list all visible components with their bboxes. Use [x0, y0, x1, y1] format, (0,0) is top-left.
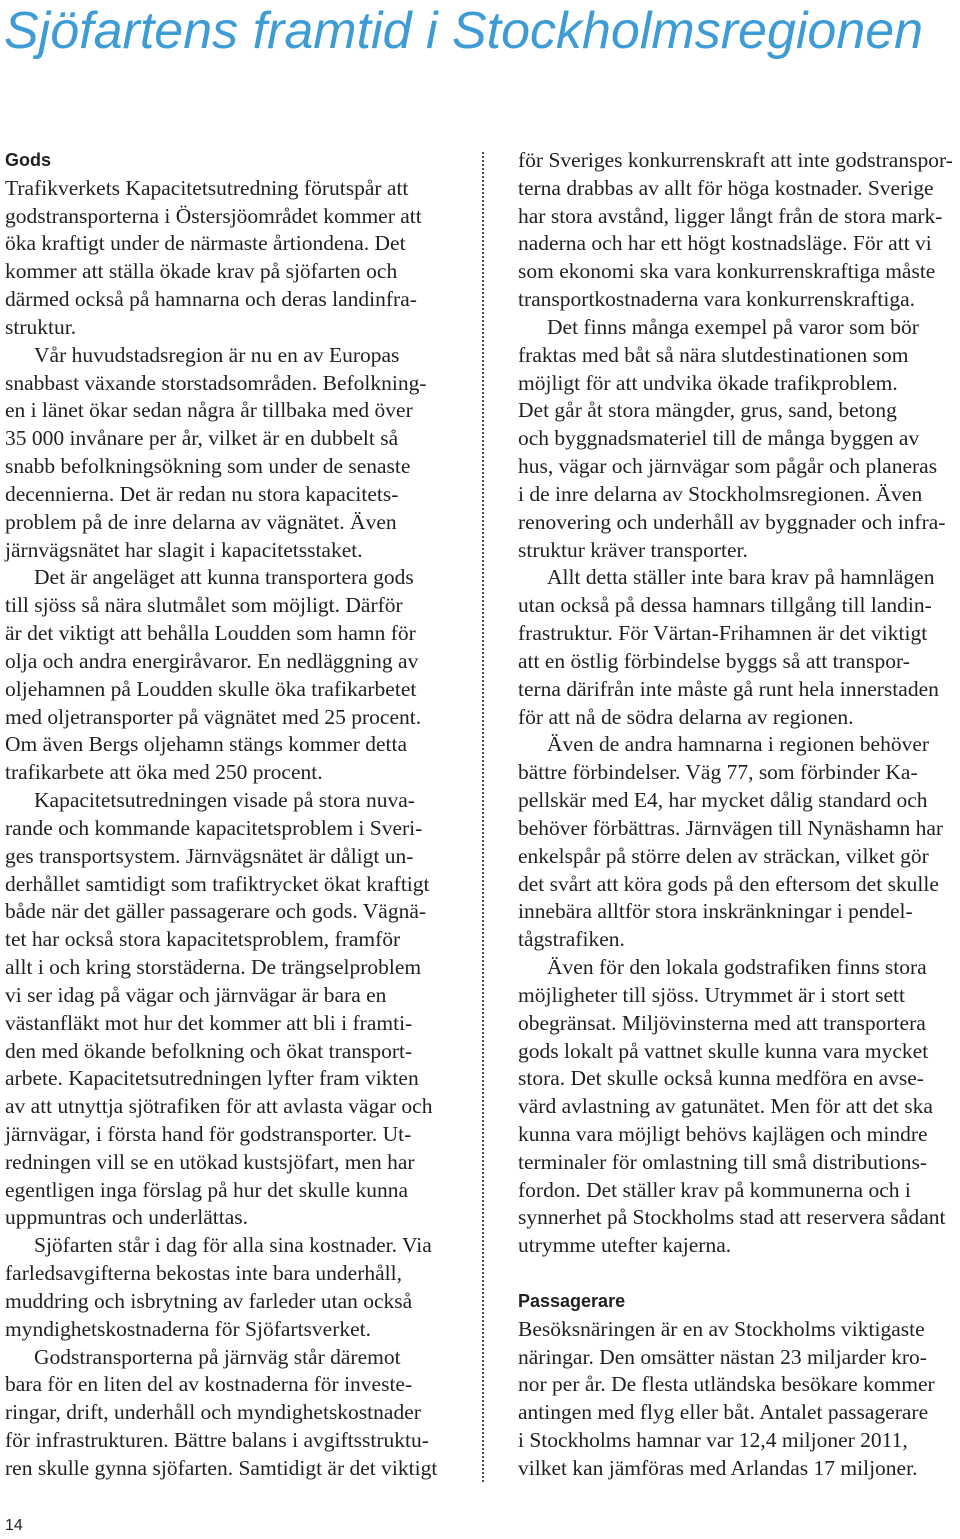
text-line: utan också på dessa hamnars tillgång till landin-	[518, 593, 932, 618]
column-divider	[482, 152, 484, 1482]
text-line: ringar, drift, underhåll och myndighetskostnader	[5, 1400, 421, 1425]
page-number: 14	[5, 1517, 23, 1534]
text-line: Det går åt stora mängder, grus, sand, betong	[518, 398, 897, 423]
text-line: järnvägar, i första hand för godstransporter. Ut-	[5, 1121, 412, 1146]
text-line: kunna vara möjligt behövs kajlägen och mindre	[518, 1121, 928, 1146]
paragraph	[518, 954, 958, 1260]
text-line: snabbast växande storstadsområden. Befolkning-	[5, 370, 427, 395]
text-line: ren skulle gynna sjöfarten. Samtidigt är det viktigt	[5, 1455, 438, 1480]
text-line: arbete. Kapacitetsutredningen lyfter fram vikten	[5, 1066, 419, 1091]
text-line: bättre förbindelser. Väg 77, som förbinder Ka-	[518, 760, 918, 785]
text-line: enkelspår på större delen av sträckan, vilket gör	[518, 843, 929, 868]
text-line: fordon. Det ställer krav på kommunerna och i	[518, 1177, 911, 1202]
text-line: terminaler för omlastning till små distributions-	[518, 1149, 928, 1174]
text-line: behöver förbättras. Järnvägen till Nynäshamn har	[518, 815, 944, 840]
continued-section-body	[518, 147, 958, 1260]
text-line: Kapacitetsutredningen visade på stora nuva-	[34, 788, 415, 813]
passagerare-section	[518, 1288, 958, 1483]
text-line: terna drabbas av allt för höga kostnader. Sverige	[518, 175, 934, 200]
text-line: hus, vägar och järnvägar som pågår och planeras	[518, 454, 938, 479]
text-line: bara för en liten del av kostnaderna för investe-	[5, 1372, 413, 1397]
text-line: muddring och isbrytning av farleder utan också	[5, 1288, 413, 1313]
text-line: olja och andra energiråvaror. En nedläggning av	[5, 648, 419, 673]
paragraph	[5, 1232, 450, 1343]
text-line: ges transportsystem. Järnvägsnätet är dåligt un-	[5, 843, 414, 868]
text-line: och byggnadsmateriel till de många byggen av	[518, 426, 920, 451]
text-line: fraktas med båt så nära slutdestinationen som	[518, 342, 909, 367]
text-line: myndighetskostnaderna för Sjöfartsverket.	[5, 1316, 372, 1341]
text-line: synnerhet på Stockholms stad att reservera sådant	[518, 1205, 946, 1230]
paragraph	[518, 564, 958, 731]
text-line: trafikarbete att öka med 250 procent.	[5, 760, 323, 785]
text-line: att en östlig förbindelse byggs så att transpor-	[518, 648, 910, 673]
text-line: Det är angeläget att kunna transportera gods	[34, 565, 414, 590]
paragraph	[5, 342, 450, 565]
section-heading-passagerare: Passagerare	[518, 1290, 626, 1311]
text-line: Sjöfarten står i dag för alla sina kostnader. Via	[34, 1233, 432, 1258]
text-line: för att nå de södra delarna av regionen.	[518, 704, 854, 729]
page-title: Sjöfartens framtid i Stockholmsregionen	[4, 2, 924, 60]
text-line: kommer att ställa ökade krav på sjöfarten och	[5, 259, 398, 284]
paragraph	[5, 564, 450, 787]
text-line: är det viktigt att behålla Loudden som hamn för	[5, 621, 416, 646]
text-line: decennierna. Det är redan nu stora kapacitets-	[5, 481, 399, 506]
text-line: därmed också på hamnarna och deras landinfra-	[5, 287, 417, 312]
text-line: öka kraftigt under de närmaste årtiondena. Det	[5, 231, 406, 256]
text-line: rande och kommande kapacitetsproblem i Sveri-	[5, 815, 423, 840]
text-line: egentligen inga förslag på hur det skulle kunna	[5, 1177, 409, 1202]
text-line: västanfläkt mot hur det kommer att bli i framti-	[5, 1010, 413, 1035]
text-line: vilket kan jämföras med Arlandas 17 miljoner.	[518, 1455, 918, 1480]
text-line: terna därifrån inte måste gå runt hela innerstaden	[518, 676, 939, 701]
text-line: Det finns många exempel på varor som bör	[547, 314, 919, 339]
text-line: naderna och har ett högt kostnadsläge. För att vi	[518, 231, 932, 256]
text-line: tet har också stora kapacitetsproblem, framför	[5, 927, 401, 952]
text-line: vi ser idag på vägar och järnvägar är bara en	[5, 982, 387, 1007]
text-line: den med ökande befolkning och ökat transport-	[5, 1038, 413, 1063]
text-line: Besöksnäringen är en av Stockholms viktigaste	[518, 1316, 925, 1341]
text-line: har stora avstånd, ligger långt från de stora mark-	[518, 203, 943, 228]
text-line: det svårt att köra gods på den eftersom det skulle	[518, 871, 939, 896]
paragraph	[518, 731, 958, 954]
passagerare-section-body	[518, 1316, 958, 1483]
text-line: nor per år. De flesta utländska besökare kommer	[518, 1372, 935, 1397]
text-line: näringar. Den omsätter nästan 23 miljarder kro-	[518, 1344, 927, 1369]
text-line: värd avlastning av gatunätet. Men för att det ska	[518, 1094, 933, 1119]
text-line: godstransporterna i Östersjöområdet kommer att	[5, 203, 422, 228]
text-line: transportkostnaderna vara konkurrenskraftiga.	[518, 287, 916, 312]
text-line: Vår huvudstadsregion är nu en av Europas	[34, 342, 400, 367]
text-line: uppmuntras och underlättas.	[5, 1205, 249, 1230]
paragraph	[5, 787, 450, 1232]
text-line: järnvägsnätet har slagit i kapacitetsstaket.	[5, 537, 363, 562]
text-line: till sjöss så nära slutmålet som möjligt. Därför	[5, 593, 403, 618]
text-line: både när det gäller passagerare och gods. Vägnä-	[5, 899, 427, 924]
text-line: för Sveriges konkurrenskraft att inte godstranspor-	[518, 148, 953, 172]
right-column	[518, 147, 958, 1483]
text-line: struktur kräver transporter.	[518, 537, 748, 562]
text-line: struktur.	[5, 314, 77, 339]
text-line: Allt detta ställer inte bara krav på hamnlägen	[547, 565, 935, 590]
text-line: av att utnyttja sjötrafiken för att avlasta vägar och	[5, 1094, 433, 1119]
text-line: stora. Det skulle också kunna medföra en avse-	[518, 1066, 924, 1091]
paragraph	[518, 147, 958, 314]
section-heading-gods: Gods	[5, 150, 52, 170]
text-line: problem på de inre delarna av vägnätet. Även	[5, 509, 397, 534]
text-line: renovering och underhåll av byggnader och infra-	[518, 509, 946, 534]
text-line: allt i och kring storstäderna. De trängselproblem	[5, 955, 422, 980]
text-line: tågstrafiken.	[518, 927, 625, 952]
text-line: Om även Bergs oljehamn stängs kommer detta	[5, 732, 408, 757]
text-line: utrymme utefter kajerna.	[518, 1233, 732, 1258]
text-line: antingen med flyg eller båt. Antalet passagerare	[518, 1400, 929, 1425]
text-line: 35 000 invånare per år, vilket är en dubbelt så	[5, 426, 399, 451]
text-line: en i länet ökar sedan några år tillbaka med över	[5, 398, 413, 423]
text-line: pellskär med E4, har mycket dålig standard och	[518, 788, 928, 813]
text-line: gods lokalt på vattnet skulle kunna vara mycket	[518, 1038, 929, 1063]
text-line: i de inre delarna av Stockholmsregionen. Även	[518, 481, 923, 506]
text-line: Godstransporterna på järnväg står däremot	[34, 1344, 401, 1369]
gods-section-body	[5, 175, 450, 1483]
text-line: farledsavgifterna bekostas inte bara underhåll,	[5, 1261, 402, 1286]
text-line: obegränsat. Miljövinsterna med att transportera	[518, 1010, 926, 1035]
paragraph	[518, 314, 958, 564]
text-line: Även för den lokala godstrafiken finns stora	[547, 955, 927, 980]
text-line: för infrastrukturen. Bättre balans i avgiftsstruktu-	[5, 1428, 429, 1453]
text-line: Även de andra hamnarna i regionen behöver	[547, 732, 930, 757]
text-line: frastruktur. För Värtan-Frihamnen är det viktigt	[518, 621, 928, 646]
text-line: i Stockholms hamnar var 12,4 miljoner 2011,	[518, 1428, 908, 1453]
text-line: möjligheter till sjöss. Utrymmet är i stort sett	[518, 982, 905, 1007]
paragraph	[5, 175, 450, 342]
text-line: med oljetransporter på vägnätet med 25 procent.	[5, 704, 422, 729]
text-line: innebära alltför stora inskränkningar i pendel-	[518, 899, 913, 924]
left-column	[5, 147, 450, 1483]
text-line: oljehamnen på Loudden skulle öka trafikarbetet	[5, 676, 417, 701]
text-line: möjligt för att undvika ökade trafikproblem.	[518, 370, 898, 395]
text-line: derhållet samtidigt som trafiktrycket ökat kraftigt	[5, 871, 430, 896]
text-line: som ekonomi ska vara konkurrenskraftiga måste	[518, 259, 936, 284]
text-line: redningen vill se en utökad kustsjöfart, men har	[5, 1149, 415, 1174]
paragraph	[518, 1316, 958, 1483]
text-line: snabb befolkningsökning som under de senaste	[5, 454, 411, 479]
paragraph	[5, 1344, 450, 1483]
text-line: Trafikverkets Kapacitetsutredning förutspår att	[5, 175, 409, 200]
